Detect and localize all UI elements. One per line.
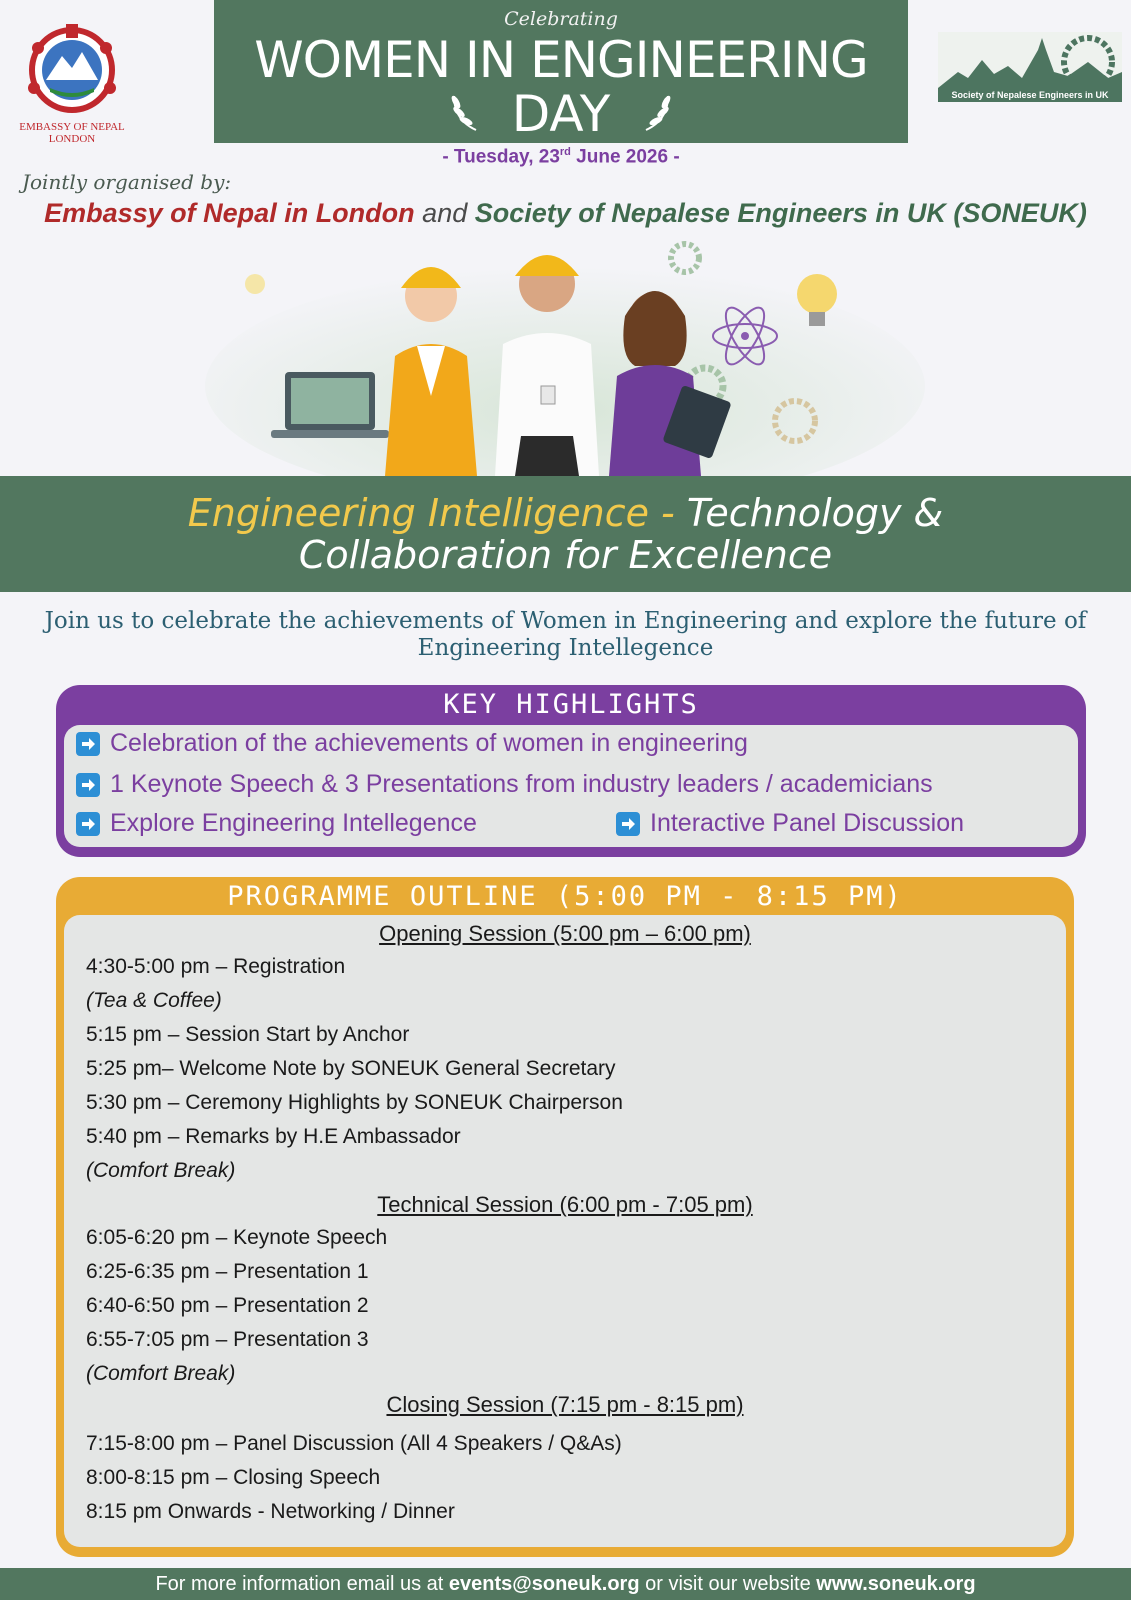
organiser-soneuk: Society of Nepalese Engineers in UK (SONEUK) bbox=[474, 198, 1087, 228]
date-prefix: - Tuesday, 23 bbox=[442, 146, 560, 168]
organisers-line bbox=[0, 198, 1131, 229]
footer-prefix: For more information email us at bbox=[155, 1573, 449, 1595]
schedule-line: 6:55-7:05 pm – Presentation 3 bbox=[86, 1328, 369, 1351]
schedule-line: 8:00-8:15 pm – Closing Speech bbox=[86, 1466, 381, 1489]
highlight-item bbox=[76, 729, 748, 758]
soneuk-logo bbox=[938, 32, 1122, 102]
event-title-banner bbox=[214, 0, 908, 143]
event-date bbox=[214, 146, 908, 168]
soneuk-logo-text: Society of Nepalese Engineers in UK bbox=[951, 90, 1109, 100]
programme-outline-panel bbox=[56, 877, 1074, 1557]
event-title-line1: WOMEN IN ENGINEERING bbox=[254, 31, 868, 89]
highlight-text: Explore Engineering Intellegence bbox=[110, 809, 477, 837]
arrow-right-icon bbox=[616, 812, 640, 836]
schedule-line: 6:40-6:50 pm – Presentation 2 bbox=[86, 1294, 369, 1317]
schedule-note: (Tea & Coffee) bbox=[86, 989, 222, 1012]
event-title-line2: DAY bbox=[511, 85, 611, 143]
theme-line1 bbox=[0, 492, 1131, 534]
organiser-embassy: Embassy of Nepal in London bbox=[44, 198, 415, 228]
schedule-line: 5:40 pm – Remarks by H.E Ambassador bbox=[86, 1125, 461, 1148]
closing-session-heading: Closing Session (7:15 pm - 8:15 pm) bbox=[386, 1392, 744, 1417]
women-engineers-illustration bbox=[185, 236, 945, 476]
date-suffix-ordinal: rd bbox=[559, 146, 571, 158]
intro-line2: Engineering Intellegence bbox=[417, 635, 714, 661]
schedule-line: 4:30-5:00 pm – Registration bbox=[86, 955, 346, 978]
theme-line1-rest: Technology & bbox=[674, 491, 944, 535]
programme-outline-title: PROGRAMME OUTLINE (5:00 PM - 8:15 PM) bbox=[227, 881, 903, 912]
opening-session-heading: Opening Session (5:00 pm – 6:00 pm) bbox=[379, 921, 751, 946]
intro-text bbox=[40, 608, 1091, 662]
jointly-organised-label: Jointly organised by: bbox=[22, 170, 232, 194]
highlight-text: Interactive Panel Discussion bbox=[650, 809, 965, 837]
intro-line1: Join us to celebrate the achievements of Women in Engineering and explore the future of bbox=[44, 608, 1087, 634]
schedule-line: 6:05-6:20 pm – Keynote Speech bbox=[86, 1226, 388, 1249]
highlight-item bbox=[76, 809, 477, 838]
theme-banner bbox=[0, 476, 1131, 592]
schedule-line: 6:25-6:35 pm – Presentation 1 bbox=[86, 1260, 369, 1283]
key-highlights-title: KEY HIGHLIGHTS bbox=[443, 689, 699, 720]
arrow-right-icon bbox=[76, 773, 100, 797]
schedule-line: 8:15 pm Onwards - Networking / Dinner bbox=[86, 1500, 455, 1523]
schedule-note: (Comfort Break) bbox=[86, 1159, 236, 1182]
highlight-item bbox=[76, 770, 933, 799]
arrow-right-icon bbox=[76, 732, 100, 756]
key-highlights-list bbox=[64, 725, 1078, 847]
footer-website-link[interactable]: www.soneuk.org bbox=[816, 1573, 976, 1595]
theme-line2: Collaboration for Excellence bbox=[298, 533, 833, 577]
embassy-emblem-logo bbox=[10, 18, 135, 146]
emblem-text-2: LONDON bbox=[48, 133, 96, 145]
schedule-line: 5:15 pm – Session Start by Anchor bbox=[86, 1023, 410, 1046]
schedule-note: (Comfort Break) bbox=[86, 1362, 236, 1385]
arrow-right-icon bbox=[76, 812, 100, 836]
celebrating-label: Celebrating bbox=[504, 8, 618, 30]
highlight-text: Celebration of the achievements of women in engineering bbox=[110, 729, 748, 757]
footer-middle: or visit our website bbox=[639, 1573, 817, 1595]
date-month-year: June 2026 - bbox=[570, 146, 680, 168]
emblem-text: EMBASSY OF NEPAL bbox=[19, 121, 125, 133]
technical-session-heading: Technical Session (6:00 pm - 7:05 pm) bbox=[377, 1192, 753, 1217]
footer-contact bbox=[0, 1568, 1131, 1600]
schedule-line: 5:30 pm – Ceremony Highlights by SONEUK Chairperson bbox=[86, 1091, 623, 1114]
schedule-line: 5:25 pm– Welcome Note by SONEUK General Secretary bbox=[86, 1057, 616, 1080]
footer-email-link[interactable]: events@soneuk.org bbox=[448, 1573, 640, 1595]
schedule-line: 7:15-8:00 pm – Panel Discussion (All 4 Speakers / Q&As) bbox=[86, 1432, 622, 1455]
programme-schedule bbox=[64, 915, 1066, 1547]
organiser-and: and bbox=[422, 198, 468, 228]
highlight-text: 1 Keynote Speech & 3 Presentations from industry leaders / academicians bbox=[110, 770, 933, 798]
laurel-right-icon bbox=[640, 92, 676, 132]
highlight-item bbox=[616, 809, 964, 838]
key-highlights-panel bbox=[56, 685, 1086, 857]
theme-highlight: Engineering Intelligence - bbox=[187, 491, 675, 535]
